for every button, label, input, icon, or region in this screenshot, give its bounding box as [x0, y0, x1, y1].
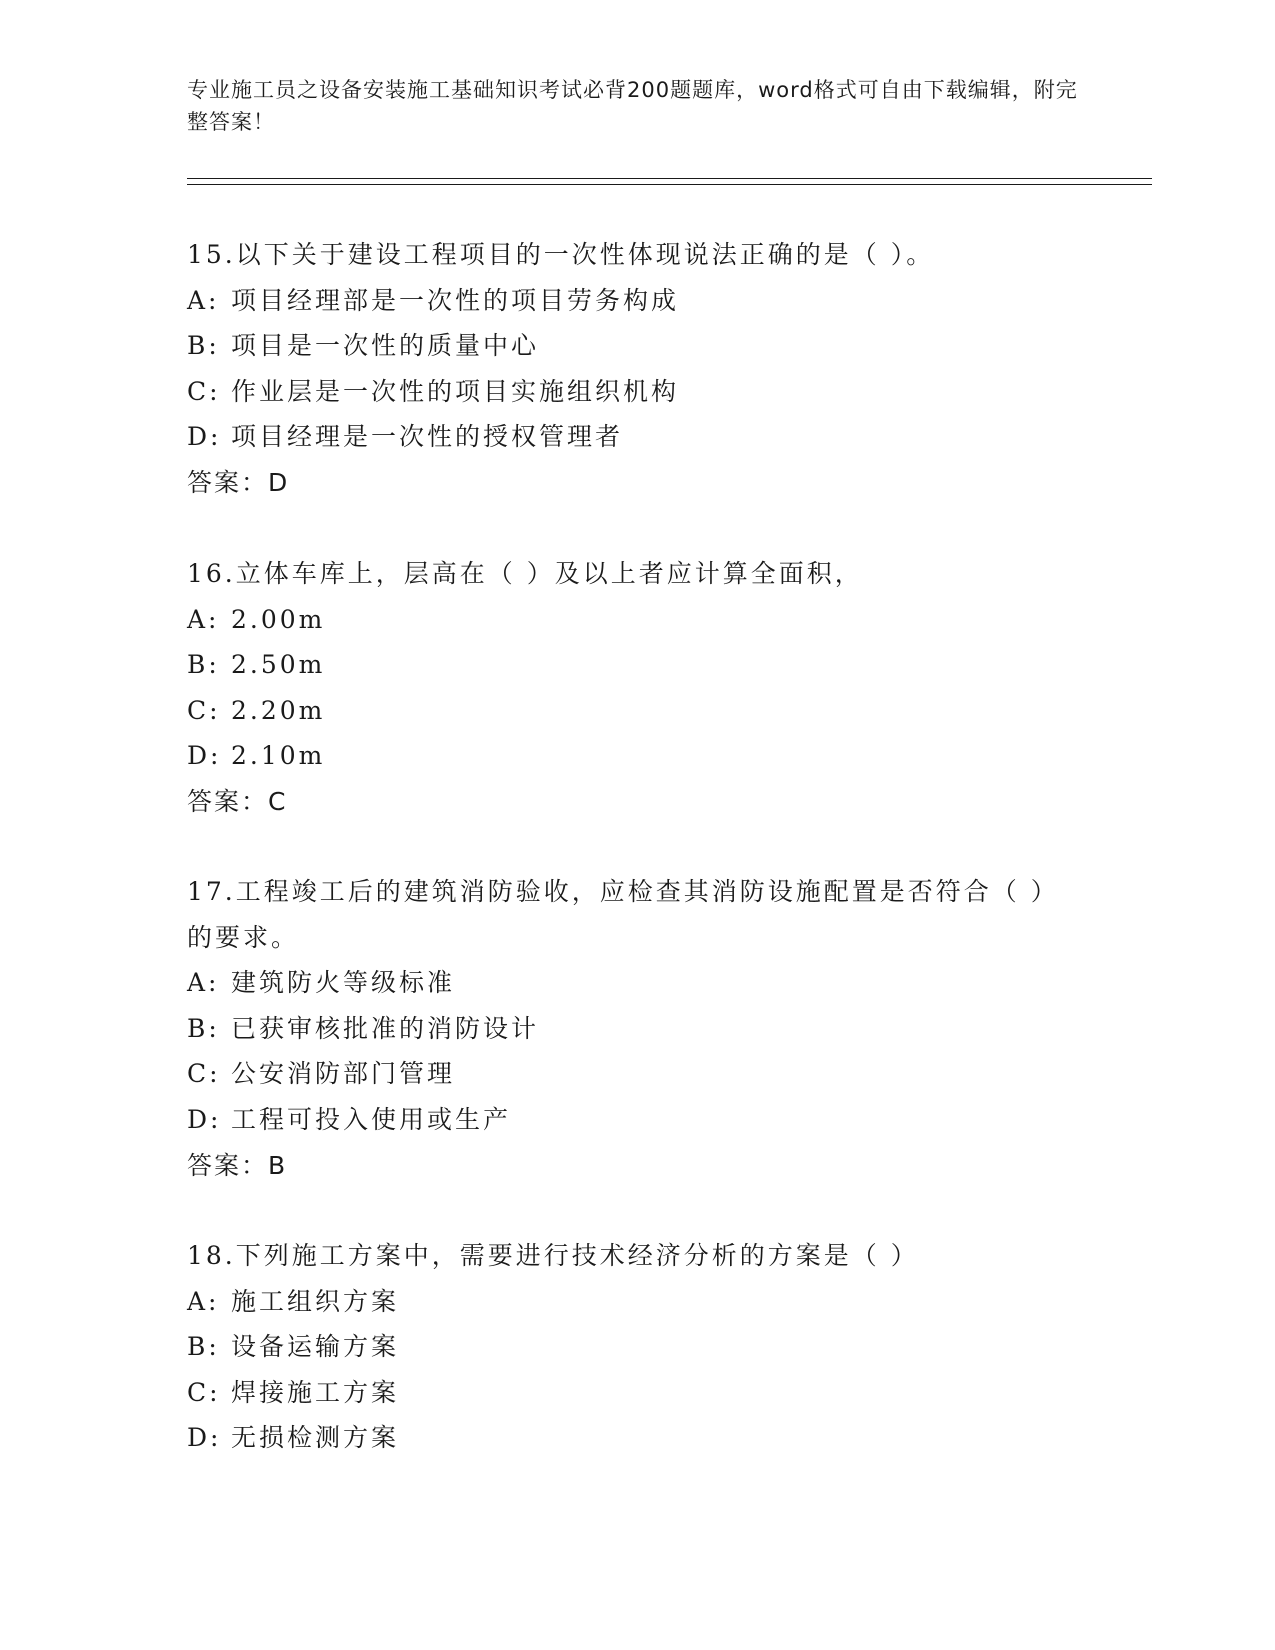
answer-line [187, 460, 1067, 506]
option-a [187, 960, 1067, 1006]
question-stem: 17.工程竣工后的建筑消防验收，应检查其消防设施配置是否符合（ ）的要求。 [187, 877, 1059, 952]
option-text: 工程可投入使用或生产 [231, 1104, 512, 1134]
option-text: 施工组织方案 [231, 1286, 400, 1316]
option-key: D: [187, 1423, 222, 1453]
option-c [187, 688, 1067, 734]
answer-value: C [268, 786, 288, 816]
option-key: B: [187, 331, 220, 361]
option-b [187, 642, 1067, 688]
option-text: 无损检测方案 [231, 1423, 400, 1453]
header-divider-top [187, 178, 1152, 179]
option-key: A: [187, 604, 220, 634]
option-key: D: [187, 422, 222, 452]
option-text: 公安消防部门管理 [231, 1059, 456, 1089]
option-text: 已获审核批准的消防设计 [231, 1013, 540, 1043]
option-a [187, 1279, 1067, 1325]
question-17 [187, 869, 1067, 1188]
question-stem: 18.下列施工方案中，需要进行技术经济分析的方案是（ ） [187, 1241, 919, 1270]
question-stem: 15.以下关于建设工程项目的一次性体现说法正确的是（ ）。 [187, 240, 935, 269]
option-key: C: [187, 695, 221, 725]
option-text: 2.00m [231, 604, 326, 634]
answer-prefix: 答案： [187, 786, 269, 816]
option-b [187, 323, 1067, 369]
option-key: A: [187, 285, 220, 315]
option-key: C: [187, 1059, 221, 1089]
option-d [187, 1415, 1067, 1461]
answer-line [187, 779, 1067, 825]
option-c [187, 369, 1067, 415]
option-key: D: [187, 741, 222, 771]
option-b [187, 1006, 1067, 1052]
option-key: D: [187, 1104, 222, 1134]
question-16 [187, 551, 1067, 825]
option-key: B: [187, 650, 220, 680]
option-text: 焊接施工方案 [231, 1377, 400, 1407]
option-key: A: [187, 1286, 220, 1316]
option-key: B: [187, 1013, 220, 1043]
answer-value: D [268, 467, 290, 497]
option-a [187, 597, 1067, 643]
option-key: C: [187, 376, 221, 406]
option-a [187, 278, 1067, 324]
option-text: 建筑防火等级标准 [231, 968, 456, 998]
option-text: 2.10m [231, 741, 326, 771]
option-d [187, 414, 1067, 460]
question-18 [187, 1233, 1067, 1461]
answer-line [187, 1143, 1067, 1189]
option-text: 2.20m [231, 695, 326, 725]
option-d [187, 733, 1067, 779]
document-header: 专业施工员之设备安装施工基础知识考试必背200题题库，word格式可自由下载编辑，附完整答案！ [187, 78, 1078, 134]
answer-prefix: 答案： [187, 1150, 269, 1180]
answer-value: B [268, 1150, 288, 1180]
option-text: 项目经理是一次性的授权管理者 [231, 422, 624, 452]
option-text: 作业层是一次性的项目实施组织机构 [231, 376, 680, 406]
option-text: 设备运输方案 [231, 1332, 400, 1362]
option-key: B: [187, 1332, 220, 1362]
option-text: 2.50m [231, 650, 326, 680]
header-divider-bottom [187, 184, 1152, 185]
option-text: 项目经理部是一次性的项目劳务构成 [231, 285, 680, 315]
option-d [187, 1097, 1067, 1143]
question-stem: 16.立体车库上，层高在（ ）及以上者应计算全面积， [187, 559, 863, 588]
option-c [187, 1051, 1067, 1097]
question-15 [187, 232, 1067, 506]
option-b [187, 1324, 1067, 1370]
option-c [187, 1370, 1067, 1416]
option-text: 项目是一次性的质量中心 [231, 331, 540, 361]
option-key: A: [187, 968, 220, 998]
option-key: C: [187, 1377, 221, 1407]
answer-prefix: 答案： [187, 467, 269, 497]
